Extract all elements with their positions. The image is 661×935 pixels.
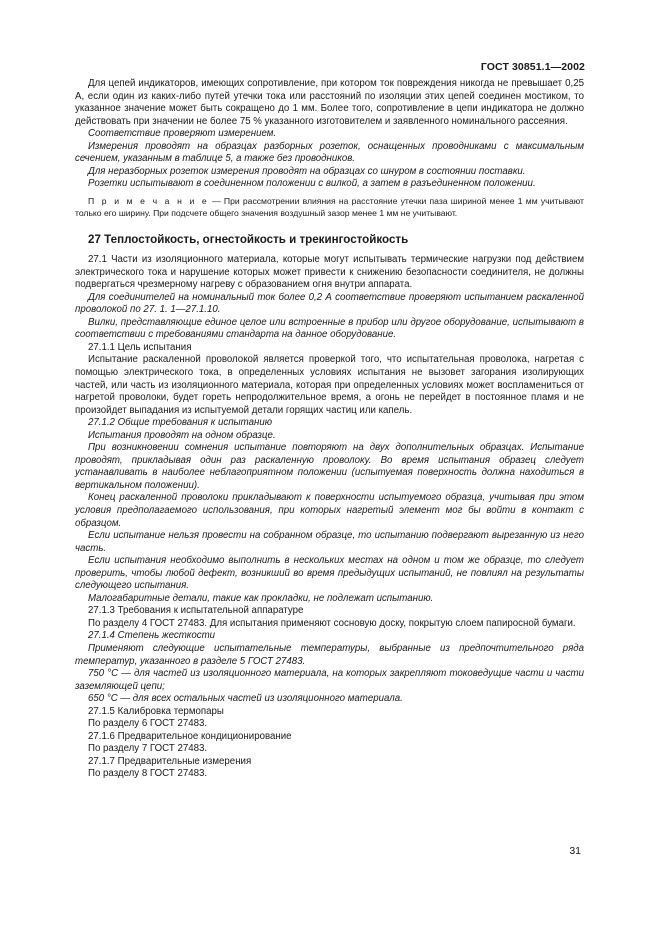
subsection-heading: 27.1.6 Предварительное кондиционирование bbox=[88, 730, 292, 742]
section-heading: 27 Теплостойкость, огнестойкость и трекингостойкость bbox=[88, 232, 409, 246]
paragraph: Для соединителей на номинальный ток более 0,2 А соответствие проверяют испытанием раскаленной проволокой по 27. 1. 1—27.1.10. bbox=[75, 291, 584, 316]
paragraph: При возникновении сомнения испытание повторяют на двух дополнительных образцах. Испытание проводят, прикладывая один раз раскаленную проволоку. Во время испытания образец следует устанавливать в наиболее неблагоприятном положении (испытуемая поверхность должна находиться в вертикальном положении). bbox=[75, 442, 584, 491]
note-label: П р и м е ч а н и е bbox=[88, 195, 209, 206]
paragraph: Испытания проводят на одном образце. bbox=[88, 429, 276, 441]
paragraph: По разделу 8 ГОСТ 27483. bbox=[88, 768, 208, 780]
subsection-heading: 27.1.5 Калибровка термопары bbox=[88, 705, 224, 717]
paragraph: Для цепей индикаторов, имеющих сопротивление, при котором ток повреждения никогда не превышает 0,25 А, если один из каких-либо путей утечки тока или расстояний по изоляции этих цепей соединен мостиком, то указанное значение может быть сокращено до 1 мм. Более того, сопротивление в цепи индикатора не должно действовать при значении не более 75 % указанного изготовителем и заявленного номинального рассеяния. bbox=[75, 78, 584, 127]
paragraph: Для неразборных розеток измерения проводят на образцах со шнуром в состоянии поставки. bbox=[88, 165, 526, 177]
paragraph: Применяют следующие испытательные температуры, выбранные из предпочтительного ряда температур, указанного в разделе 5 ГОСТ 27483. bbox=[75, 643, 584, 667]
paragraph: По разделу 4 ГОСТ 27483. Для испытания применяют сосновую доску, покрытую слоем папиросной бумаги. bbox=[88, 617, 576, 629]
paragraph: Если испытание нельзя провести на собранном образце, то испытанию подвергают вырезанную из него часть. bbox=[75, 530, 584, 554]
paragraph: Измерения проводят на образцах разборных розеток, оснащенных проводниками с максимальным сечением, указанным в таблице 5, а также без проводников. bbox=[75, 140, 584, 165]
paragraph: По разделу 6 ГОСТ 27483. bbox=[88, 718, 208, 730]
page-number: 31 bbox=[569, 845, 581, 857]
paragraph: Вилки, представляющие единое целое или встроенные в прибор или другое оборудование, испытывают в соответствии с требованиями стандарта на данное оборудование. bbox=[75, 316, 584, 341]
paragraph: Малогабаритные детали, такие как прокладки, не подлежат испытанию. bbox=[88, 592, 434, 604]
paragraph: Конец раскаленной проволоки прикладывают к поверхности испытуемого образца, учитывая при этом условия предполагаемого использования, при которых нагретый элемент мог бы войти в контакт с образцом. bbox=[75, 492, 584, 529]
subsection-heading: 27.1.7 Предварительные измерения bbox=[88, 755, 252, 767]
paragraph: 650 °С — для всех остальных частей из изоляционного материала. bbox=[88, 693, 403, 705]
paragraph: Если испытания необходимо выполнить в нескольких местах на одном и том же образце, то следует проверить, чтобы любой дефект, возникший во время предыдущих испытаний, не повлиял на результаты следующего испытания. bbox=[75, 555, 584, 592]
subsection-heading: 27.1.4 Степень жесткости bbox=[88, 630, 216, 642]
paragraph: Испытание раскаленной проволокой является проверкой того, что испытательная проволока, нагретая с помощью электрического тока, в определенных условиях испытания не вызовет загорания изолирующих частей, или часть из изоляционного материала, которая при определенных условиях может воспламениться от нагретой проволоки, будет гореть непродолжительное время, а огонь не перейдет в постоянное пламя и не произойдет выпадания из испытуемой детали горящих частиц или капель. bbox=[75, 354, 584, 416]
paragraph: По разделу 7 ГОСТ 27483. bbox=[88, 743, 208, 755]
paragraph: Розетки испытывают в соединенном положении с вилкой, а затем в разъединенном положении. bbox=[88, 178, 536, 190]
subsection-heading: 27.1.3 Требования к испытательной аппаратуре bbox=[88, 605, 304, 617]
paragraph: 27.1 Части из изоляционного материала, которые могут испытывать термические нагрузки под действием электрического тока и нарушение которых может привести к снижению безопасности соединителя, не должны подвергаться чрезмерному нагреву с образованием огня внутри аппарата. bbox=[75, 254, 584, 291]
note-text: — При рассмотрении влияния на расстояние утечки паза шириной менее 1 мм учитывают только его ширину. При подсчете общего значения воздушный зазор менее 1 мм не учитывают. bbox=[75, 195, 584, 219]
note bbox=[75, 195, 584, 220]
subsection-heading: 27.1.2 Общие требования к испытанию bbox=[88, 417, 273, 429]
document-body bbox=[75, 78, 584, 781]
subsection-heading: 27.1.1 Цель испытания bbox=[88, 341, 192, 353]
paragraph: Соответствие проверяют измерением. bbox=[88, 128, 277, 140]
standard-header: ГОСТ 30851.1—2002 bbox=[480, 61, 585, 73]
paragraph: 750 °С — для частей из изоляционного материала, на которых закрепляют токоведущие части и части заземляющей цепи; bbox=[75, 668, 584, 692]
